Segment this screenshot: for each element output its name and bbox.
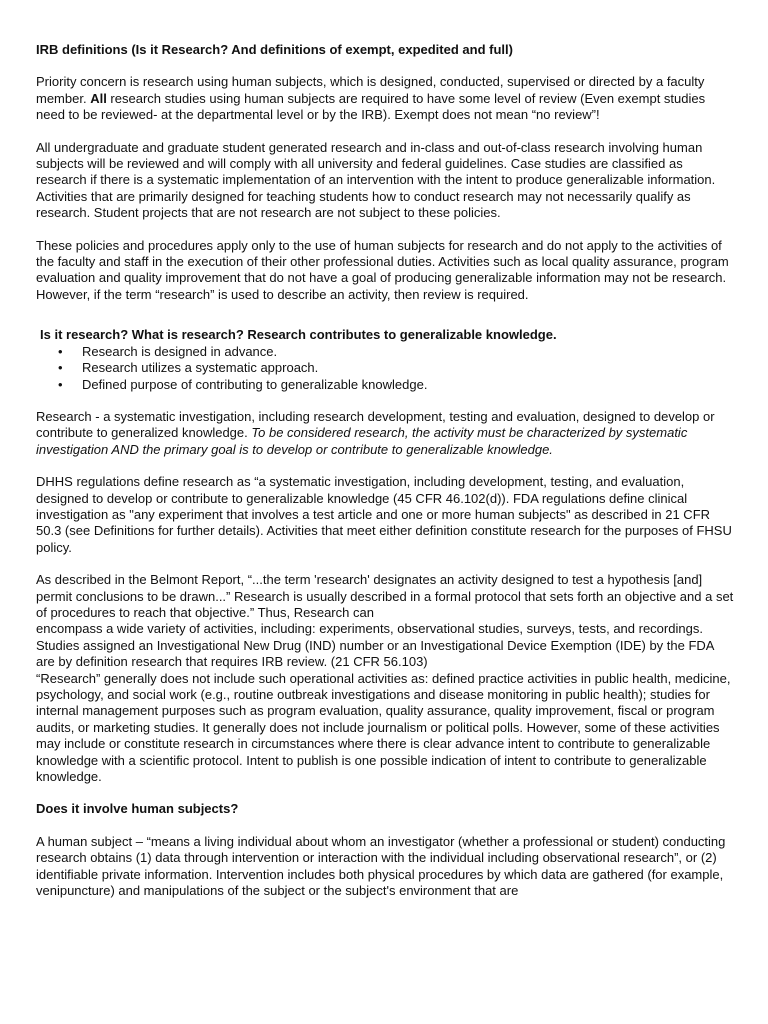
paragraph-text: Priority concern is research using human subjects, which is designed, conducted, supervised or directed by a faculty member. bbox=[36, 74, 705, 106]
bullet-icon: • bbox=[58, 376, 63, 392]
paragraph-dhhs-regulations: DHHS regulations define research as “a systematic investigation, including development, testing, and evaluation, designed to develop or contribute to generalizable knowledge (45 CFR 46.102(d)). FDA regulations define clinical investigation as "any experiment that involves a test article and one or more human subjects" as described in 21 CFR 50.3 (see Definitions for further details). Activities that meet either definition constitute research for the purposes of FHSU policy. bbox=[36, 474, 732, 555]
paragraph-research-definition bbox=[36, 409, 734, 458]
document-title: IRB definitions (Is it Research? And definitions of exempt, expedited and full) bbox=[36, 42, 513, 57]
list-item bbox=[58, 344, 734, 360]
list-item bbox=[58, 360, 734, 376]
bullet-icon: • bbox=[58, 343, 63, 359]
section-heading-is-it-research: Is it research? What is research? Research contributes to generalizable knowledge. bbox=[40, 327, 557, 343]
list-item-text: Defined purpose of contributing to generalizable knowledge. bbox=[82, 376, 428, 392]
paragraph-human-subject-definition: A human subject – “means a living individual about whom an investigator (whether a professional or student) conducting research obtains (1) data through intervention or interaction with the individual including observational research”, or (2) identifiable private information. Intervention includes both physical procedures by which data are gathered (for example, venipuncture) and manipulations of the subject or the subject's environment that are bbox=[36, 833, 726, 899]
paragraph-priority-concern bbox=[36, 74, 734, 123]
paragraph-operational-activities: “Research” generally does not include such operational activities as: defined practice activities in public health, medicine, psychology, and social work (e.g., routine outbreak investigations and disease monitoring in public health); studies for internal management purposes such as program evaluation, quality assurance, quality improvement, fiscal or program audits, or marketing studies. It generally does not include journalism or political polls. However, some of these activities may include or constitute research in circumstances where there is clear advance intent to contribute to generalizable knowledge with a scientific protocol. Intent to publish is one possible indication of intent to contribute to generalizable knowledge. bbox=[36, 670, 731, 785]
paragraph-text: Research - a systematic investigation, including research development, testing and evaluation, designed to develop or contribute to generalized knowledge. bbox=[36, 408, 715, 441]
list-item-text: Research utilizes a systematic approach. bbox=[82, 360, 319, 376]
paragraph-student-research: All undergraduate and graduate student generated research and in-class and out-of-class research involving human subjects will be reviewed and will comply with all university and federal guidelines. Case studies are classified as research if there is a systematic implementation of an intervention with the intent to produce generalizable information. Activities that are primarily designed for teaching students how to conduct research may not necessarily qualify as research. Student projects that are not research are not subject to these policies. bbox=[36, 139, 716, 221]
list-item bbox=[58, 377, 734, 393]
section-heading-human-subjects: Does it involve human subjects? bbox=[36, 801, 239, 817]
bullet-icon: • bbox=[58, 360, 63, 376]
paragraph-activities: encompass a wide variety of activities, including: experiments, observational studies, surveys, tests, and recordings. Studies assigned an Investigational New Drug (IND) number or an Investigational Device Exemption (IDE) by the FDA are by definition research that requires IRB review. (21 CFR 56.103) bbox=[36, 621, 714, 670]
paragraph-belmont-report: As described in the Belmont Report, “...the term 'research' designates an activity designed to test a hypothesis [and] permit conclusions to be drawn...” Research is usually described in a formal protocol that sets forth an objective and a set of procedures to reach that objective.” Thus, Research can bbox=[36, 572, 734, 620]
paragraph-text: research studies using human subjects are required to have some level of review (Even exempt studies need to be reviewed- at the departmental level or by the IRB). Exempt does not mean “no review”! bbox=[36, 90, 706, 123]
emphasis-all: All bbox=[90, 90, 107, 106]
list-item-text: Research is designed in advance. bbox=[82, 343, 278, 359]
research-criteria-list bbox=[36, 344, 734, 393]
italic-definition: To be considered research, the activity must be characterized by systematic investigation AND the primary goal is to develop or contribute to generalizable knowledge. bbox=[36, 425, 688, 457]
paragraph-policies-scope: These policies and procedures apply only to the use of human subjects for research and do not apply to the activities of the faculty and staff in the execution of their other professional duties. Activities such as local quality assurance, program evaluation and quality improvement that do not have a goal of producing generalizable information may not be research. However, if the term “research” is used to describe an activity, then review is required. bbox=[36, 237, 729, 302]
